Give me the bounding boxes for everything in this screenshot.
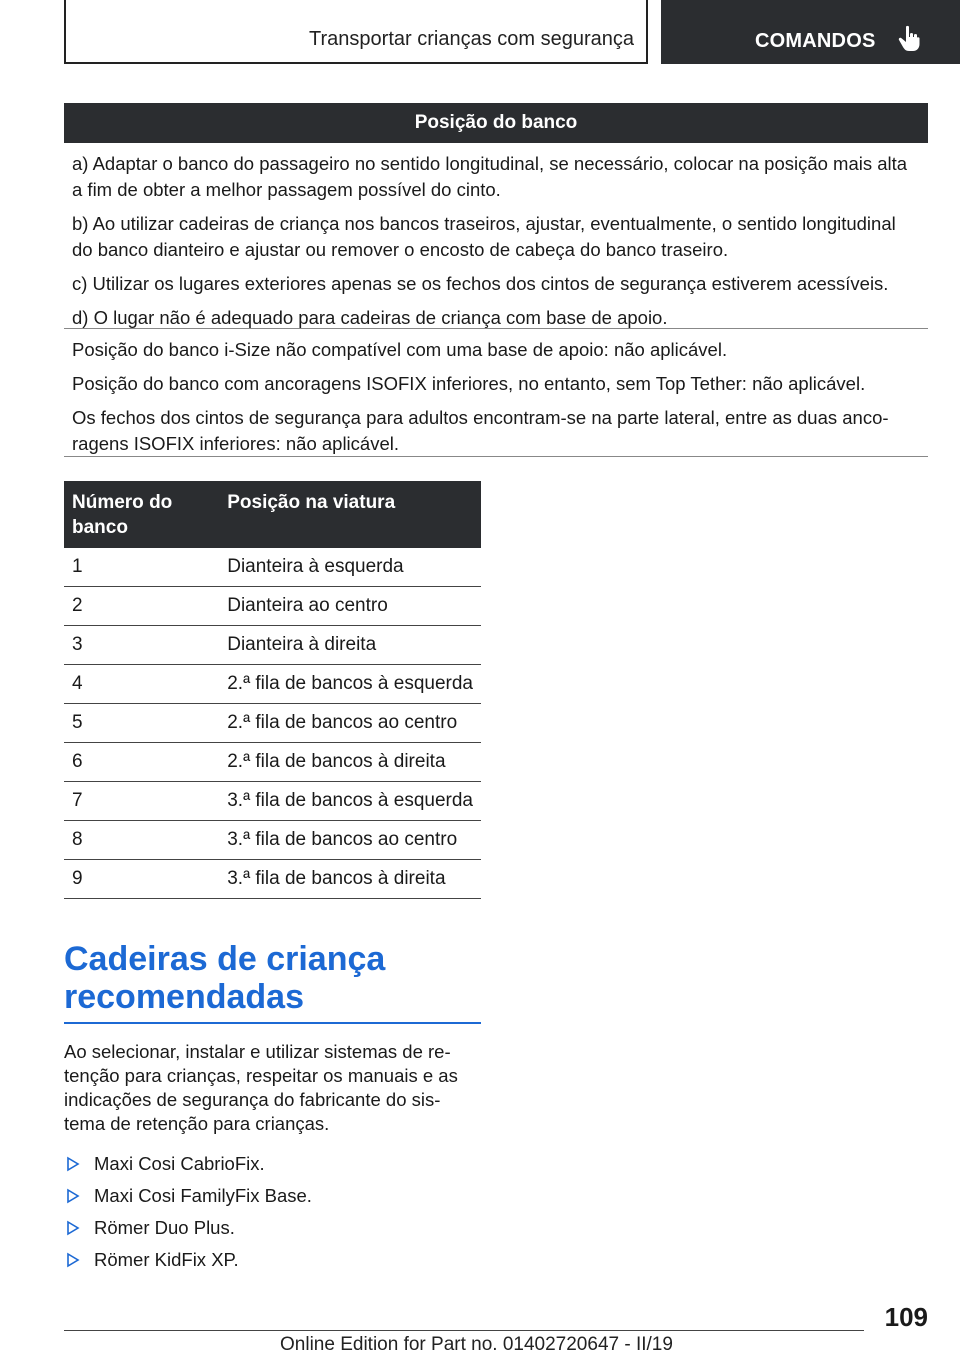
seat-number-cell: 7	[64, 782, 219, 821]
divider	[64, 456, 928, 457]
vehicle-position-cell: 3.ª fila de bancos à direita	[219, 860, 481, 899]
note-isize: Posição do banco i-Size não compatível com uma base de apoio: não aplicável.	[72, 339, 728, 360]
table-row	[64, 665, 481, 704]
triangle-right-icon	[66, 1156, 94, 1172]
recommended-seats-list	[64, 1148, 312, 1276]
recommended-seats-heading: Cadeiras de criança recomendadas	[64, 940, 481, 1024]
list-item-label: Maxi Cosi CabrioFix.	[94, 1153, 265, 1174]
recommended-seats-intro: Ao selecionar, instalar e utilizar sistemas de re-tenção para crianças, respeitar os manuais e as indicações de segurança do fabricante do sis-tema de retenção para crianças.	[64, 1041, 458, 1134]
seat-position-title: Posição do banco	[414, 112, 578, 133]
note-d: d) O lugar não é adequado para cadeiras de criança com base de apoio.	[72, 307, 668, 328]
list-item-label: Römer Duo Plus.	[94, 1217, 235, 1238]
vehicle-position-cell: 2.ª fila de bancos à direita	[219, 743, 481, 782]
vehicle-position-cell: 3.ª fila de bancos à esquerda	[219, 782, 481, 821]
list-item-label: Römer KidFix XP.	[94, 1249, 239, 1270]
running-header-section	[64, 0, 648, 64]
seat-number-cell: 5	[64, 704, 219, 743]
note-belt-buckles: Os fechos dos cintos de segurança para adultos encontram-se na parte lateral, entre as duas anco-ragens ISOFIX inferiores: não aplicável.	[72, 407, 889, 454]
hand-pointer-icon	[897, 24, 921, 52]
chapter-tab[interactable]	[661, 0, 960, 64]
chapter-label: COMANDOS	[755, 30, 876, 52]
seat-position-notes	[64, 151, 928, 339]
table-header-row	[64, 481, 481, 548]
seat-number-cell: 1	[64, 548, 219, 587]
vehicle-position-cell: Dianteira à esquerda	[219, 548, 481, 587]
list-item	[64, 1244, 312, 1276]
vehicle-position-cell: 3.ª fila de bancos ao centro	[219, 821, 481, 860]
seat-number-table	[64, 481, 481, 899]
note-isofix: Posição do banco com ancoragens ISOFIX inferiores, no entanto, sem Top Tether: não aplicável.	[72, 373, 866, 394]
section-title: Transportar crianças com segurança	[309, 28, 634, 50]
table-row	[64, 860, 481, 899]
seat-number-cell: 3	[64, 626, 219, 665]
list-item	[64, 1212, 312, 1244]
table-row	[64, 743, 481, 782]
seat-position-heading	[64, 103, 928, 143]
seat-number-cell: 6	[64, 743, 219, 782]
applicability-notes	[64, 337, 928, 465]
column-header-seat-number: Número do banco	[64, 481, 219, 548]
page-number: 109	[884, 1302, 928, 1332]
table-row	[64, 548, 481, 587]
list-item	[64, 1148, 312, 1180]
seat-number-cell: 4	[64, 665, 219, 704]
triangle-right-icon	[66, 1220, 94, 1236]
note-b: b) Ao utilizar cadeiras de criança nos bancos traseiros, ajustar, eventualmente, o sentido longitudinal do banco dianteiro e ajustar ou remover o encosto de cabeça do banco traseiro.	[72, 213, 896, 260]
edition-note: Online Edition for Part no. 01402720647 - II/19	[280, 1334, 673, 1355]
table-row	[64, 704, 481, 743]
vehicle-position-cell: Dianteira à direita	[219, 626, 481, 665]
table-row	[64, 782, 481, 821]
table-row	[64, 587, 481, 626]
table-row	[64, 821, 481, 860]
column-header-vehicle-position: Posição na viatura	[219, 481, 481, 548]
triangle-right-icon	[66, 1252, 94, 1268]
list-item	[64, 1180, 312, 1212]
note-a: a) Adaptar o banco do passageiro no sentido longitudinal, se necessário, colocar na posição mais alta a fim de obter a melhor passagem possível do cinto.	[72, 153, 908, 200]
list-item-label: Maxi Cosi FamilyFix Base.	[94, 1185, 312, 1206]
vehicle-position-cell: 2.ª fila de bancos à esquerda	[219, 665, 481, 704]
divider	[64, 328, 928, 329]
table-row	[64, 626, 481, 665]
seat-number-cell: 9	[64, 860, 219, 899]
footer-divider	[64, 1330, 864, 1331]
triangle-right-icon	[66, 1188, 94, 1204]
vehicle-position-cell: 2.ª fila de bancos ao centro	[219, 704, 481, 743]
seat-number-cell: 8	[64, 821, 219, 860]
note-c: c) Utilizar os lugares exteriores apenas se os fechos dos cintos de segurança estiverem acessíveis.	[72, 273, 889, 294]
vehicle-position-cell: Dianteira ao centro	[219, 587, 481, 626]
seat-number-cell: 2	[64, 587, 219, 626]
